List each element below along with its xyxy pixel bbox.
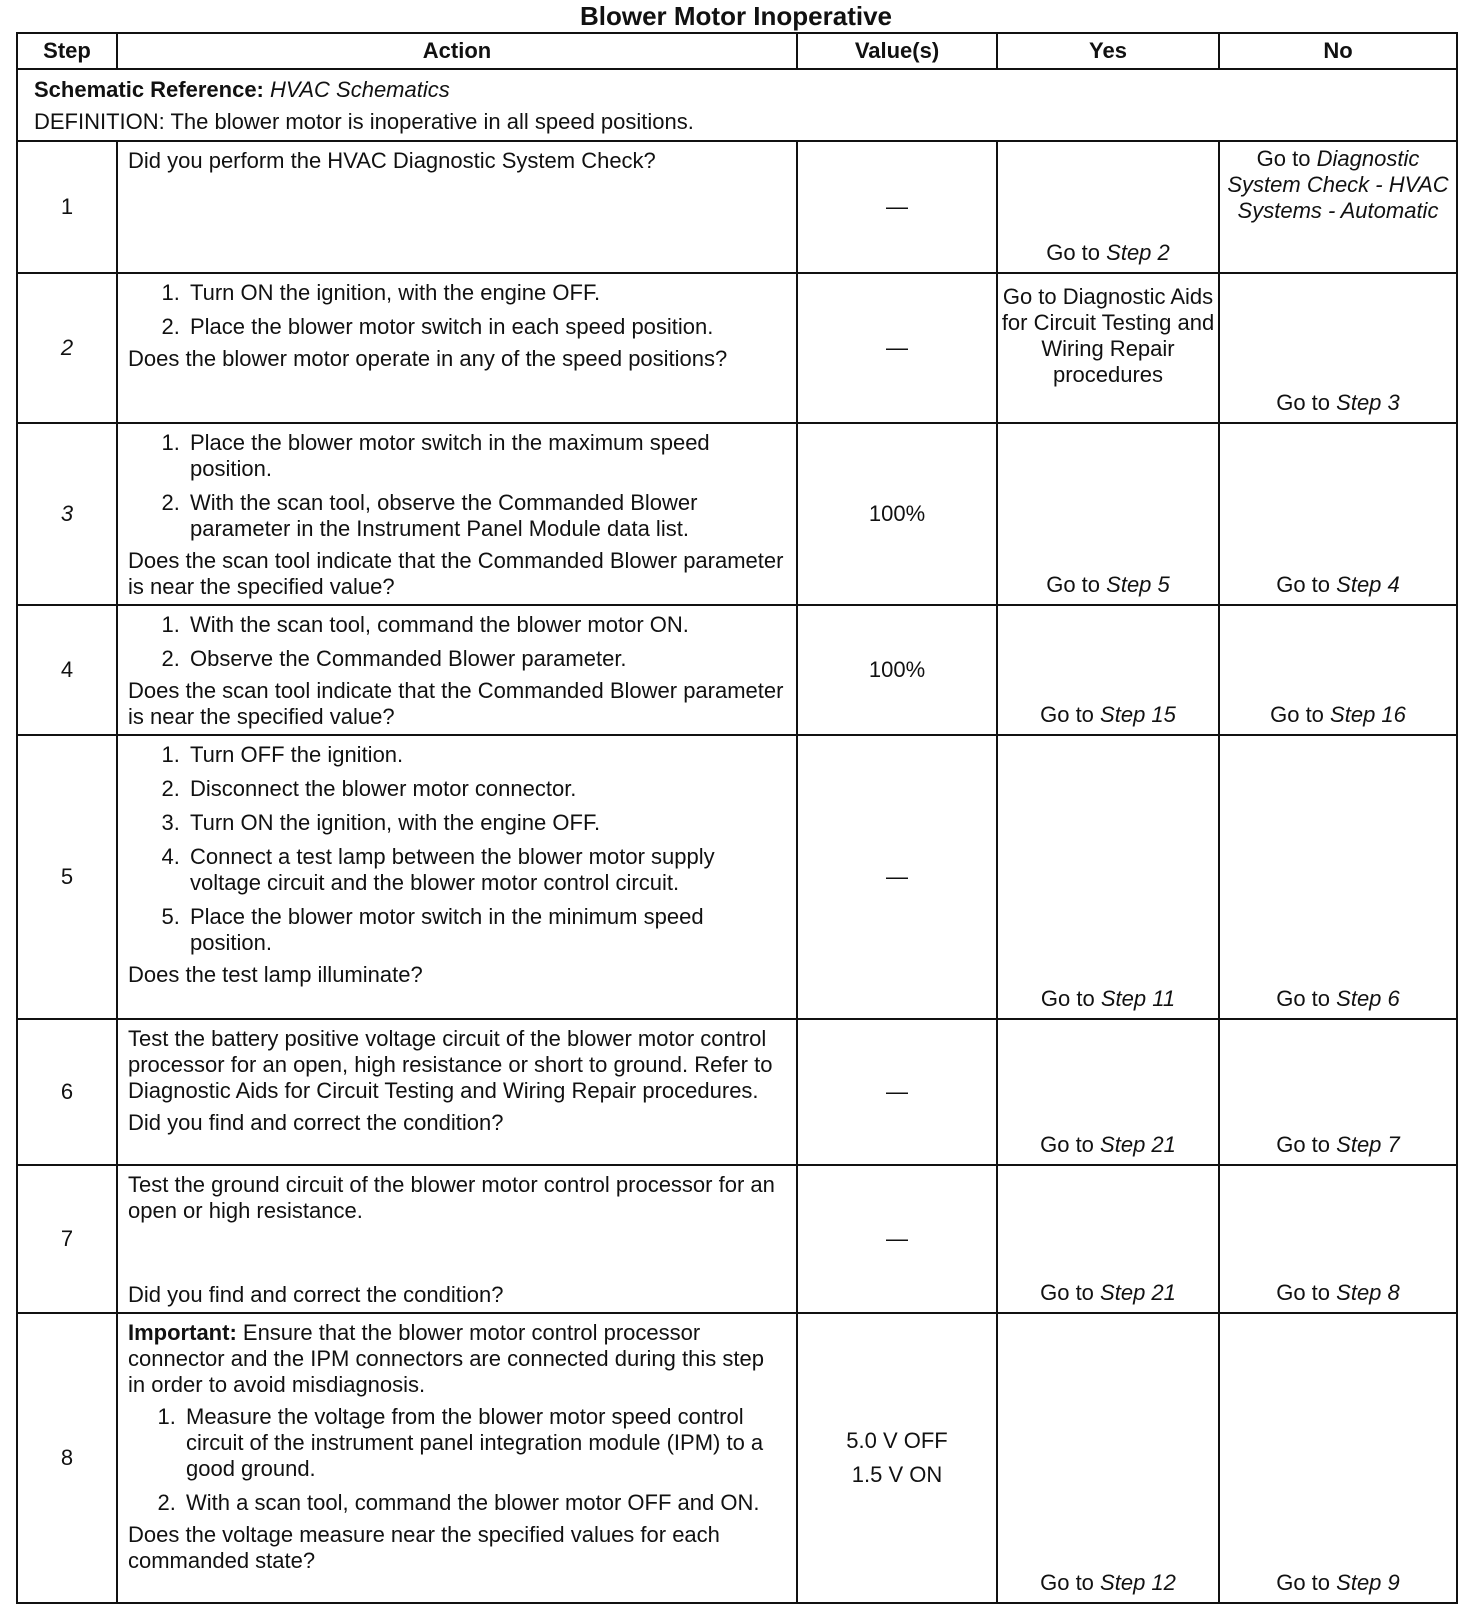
step-number: 3 (17, 423, 117, 605)
table-row (17, 605, 1457, 735)
action-cell (117, 605, 797, 735)
action-list (128, 1404, 786, 1516)
no-step-link[interactable]: Step 8 (1336, 1280, 1400, 1305)
action-question: Did you find and correct the condition? (128, 1282, 504, 1307)
table-row (17, 735, 1457, 1019)
value-cell: — (797, 1019, 997, 1165)
goto-text: Go to (1276, 1570, 1331, 1595)
value-cell: — (797, 1165, 997, 1313)
goto-text: Go to (1046, 572, 1101, 597)
goto-text: Go to (1046, 240, 1101, 265)
action-item: 1. Turn OFF the ignition. (186, 742, 786, 768)
no-step-link[interactable]: Step 3 (1336, 390, 1400, 415)
action-cell (117, 1019, 797, 1165)
action-item: 2. With a scan tool, command the blower motor OFF and ON. (182, 1490, 786, 1516)
yes-cell[interactable] (997, 605, 1219, 735)
value-cell: 100% (797, 605, 997, 735)
header-row (17, 33, 1457, 69)
action-text: Test the battery positive voltage circuit of the blower motor control processor for an open, high resistance or short to ground. Refer to Diagnostic Aids for Circuit Testing and Wiring Repair procedures. (128, 1026, 773, 1103)
schematic-reference (34, 74, 1440, 106)
no-cell[interactable] (1219, 735, 1457, 1019)
table-row (17, 273, 1457, 423)
action-cell (117, 1165, 797, 1313)
no-target-link[interactable]: Diagnostic System Check - HVAC Systems - Automatic (1227, 146, 1449, 223)
yes-cell[interactable] (997, 1019, 1219, 1165)
step-number: 1 (17, 141, 117, 273)
value-line: 1.5 V ON (851, 1462, 943, 1487)
action-cell (117, 141, 797, 273)
yes-step-link[interactable]: Step 21 (1100, 1132, 1176, 1157)
action-item: 2. Place the blower motor switch in each speed position. (186, 314, 786, 340)
no-cell[interactable] (1219, 141, 1457, 273)
goto-text: Go to (1040, 1132, 1094, 1157)
diagnostic-table (16, 32, 1458, 1604)
action-item: 2. With the scan tool, observe the Commanded Blower parameter in the Instrument Panel Module data list. (186, 490, 786, 542)
step-number: 5 (17, 735, 117, 1019)
action-item: 1. Place the blower motor switch in the maximum speed position. (186, 430, 786, 482)
yes-step-link[interactable]: Step 11 (1100, 986, 1176, 1011)
table-row (17, 1313, 1457, 1603)
yes-cell[interactable] (997, 273, 1219, 423)
action-item: 1. Measure the voltage from the blower motor speed control circuit of the instrument panel integration module (IPM) to a good ground. (182, 1404, 786, 1482)
yes-step-link[interactable]: Step 2 (1106, 240, 1170, 265)
step-number: 2 (17, 273, 117, 423)
no-step-link[interactable]: Step 4 (1336, 572, 1400, 597)
definition: DEFINITION: The blower motor is inoperative in all speed positions. (34, 109, 694, 134)
value-cell (797, 1313, 997, 1603)
value-cell: — (797, 273, 997, 423)
no-step-link[interactable]: Step 9 (1336, 1570, 1400, 1595)
action-question: Did you perform the HVAC Diagnostic System Check? (128, 148, 656, 173)
value-cell: — (797, 141, 997, 273)
yes-cell[interactable] (997, 1165, 1219, 1313)
yes-step-link[interactable]: Step 5 (1106, 572, 1170, 597)
header-yes: Yes (997, 33, 1219, 69)
goto-text: Go to (1276, 572, 1331, 597)
goto-text: Go to (1040, 702, 1094, 727)
no-step-link[interactable]: Step 6 (1336, 986, 1400, 1011)
no-step-link[interactable]: Step 7 (1336, 1132, 1400, 1157)
action-list (128, 612, 786, 672)
action-item: 4. Connect a test lamp between the blower motor supply voltage circuit and the blower motor control circuit. (186, 844, 786, 896)
action-item: 5. Place the blower motor switch in the minimum speed position. (186, 904, 786, 956)
reference-row (17, 69, 1457, 141)
reference-label: Schematic Reference: (34, 77, 264, 102)
table-row (17, 1019, 1457, 1165)
action-question: Did you find and correct the condition? (128, 1110, 504, 1135)
step-number: 8 (17, 1313, 117, 1603)
header-no: No (1219, 33, 1457, 69)
action-question: Does the voltage measure near the specified values for each commanded state? (128, 1522, 720, 1573)
action-text: Test the ground circuit of the blower motor control processor for an open or high resistance. (128, 1172, 775, 1223)
action-list (128, 280, 786, 340)
no-cell[interactable] (1219, 273, 1457, 423)
table-row (17, 141, 1457, 273)
no-cell[interactable] (1219, 605, 1457, 735)
yes-cell[interactable] (997, 1313, 1219, 1603)
action-cell (117, 423, 797, 605)
action-question: Does the blower motor operate in any of the speed positions? (128, 346, 728, 371)
action-list (128, 742, 786, 956)
important-text: Ensure that the blower motor control processor connector and the IPM connectors are connected during this step in order to avoid misdiagnosis. (128, 1320, 764, 1397)
action-question: Does the scan tool indicate that the Commanded Blower parameter is near the specified value? (128, 548, 784, 599)
no-cell[interactable] (1219, 423, 1457, 605)
header-values: Value(s) (797, 33, 997, 69)
goto-text: Go to (1040, 1570, 1094, 1595)
action-item: 2. Disconnect the blower motor connector. (186, 776, 786, 802)
value-cell: — (797, 735, 997, 1019)
step-number: 4 (17, 605, 117, 735)
no-cell[interactable] (1219, 1165, 1457, 1313)
header-step: Step (17, 33, 117, 69)
goto-text: Go to (1276, 390, 1331, 415)
yes-cell[interactable] (997, 141, 1219, 273)
yes-text-link[interactable]: Go to Diagnostic Aids for Circuit Testing and Wiring Repair procedures (1001, 284, 1215, 387)
goto-text: Go to (1040, 1280, 1094, 1305)
goto-text: Go to (1270, 702, 1324, 727)
action-cell (117, 273, 797, 423)
action-item: 1. With the scan tool, command the blower motor ON. (186, 612, 786, 638)
reference-link[interactable]: HVAC Schematics (270, 77, 450, 102)
value-cell: 100% (797, 423, 997, 605)
no-cell[interactable] (1219, 1019, 1457, 1165)
action-list (128, 430, 786, 542)
table-row (17, 423, 1457, 605)
step-number: 6 (17, 1019, 117, 1165)
action-cell (117, 1313, 797, 1603)
action-cell (117, 735, 797, 1019)
yes-cell[interactable] (997, 423, 1219, 605)
action-question: Does the scan tool indicate that the Commanded Blower parameter is near the specified value? (128, 678, 784, 729)
page-title: Blower Motor Inoperative (579, 1, 893, 31)
yes-step-link[interactable]: Step 21 (1100, 1280, 1176, 1305)
goto-text: Go to (1040, 986, 1095, 1011)
action-item: 1. Turn ON the ignition, with the engine OFF. (186, 280, 786, 306)
action-question: Does the test lamp illuminate? (128, 962, 423, 987)
goto-text: Go to (1276, 986, 1331, 1011)
no-cell[interactable] (1219, 1313, 1457, 1603)
important-label: Important: (128, 1320, 237, 1345)
step-number: 7 (17, 1165, 117, 1313)
action-item: 2. Observe the Commanded Blower parameter. (186, 646, 786, 672)
goto-text: Go to (1276, 1132, 1331, 1157)
goto-text: Go to (1276, 1280, 1331, 1305)
action-item: 3. Turn ON the ignition, with the engine OFF. (186, 810, 786, 836)
important-note (128, 1320, 786, 1398)
yes-cell[interactable] (997, 735, 1219, 1019)
yes-step-link[interactable]: Step 15 (1100, 702, 1176, 727)
yes-step-link[interactable]: Step 12 (1100, 1570, 1176, 1595)
table-row (17, 1165, 1457, 1313)
no-step-link[interactable]: Step 16 (1330, 702, 1406, 727)
header-action: Action (117, 33, 797, 69)
goto-text: Go to (1256, 146, 1311, 171)
value-line: 5.0 V OFF (846, 1428, 948, 1453)
